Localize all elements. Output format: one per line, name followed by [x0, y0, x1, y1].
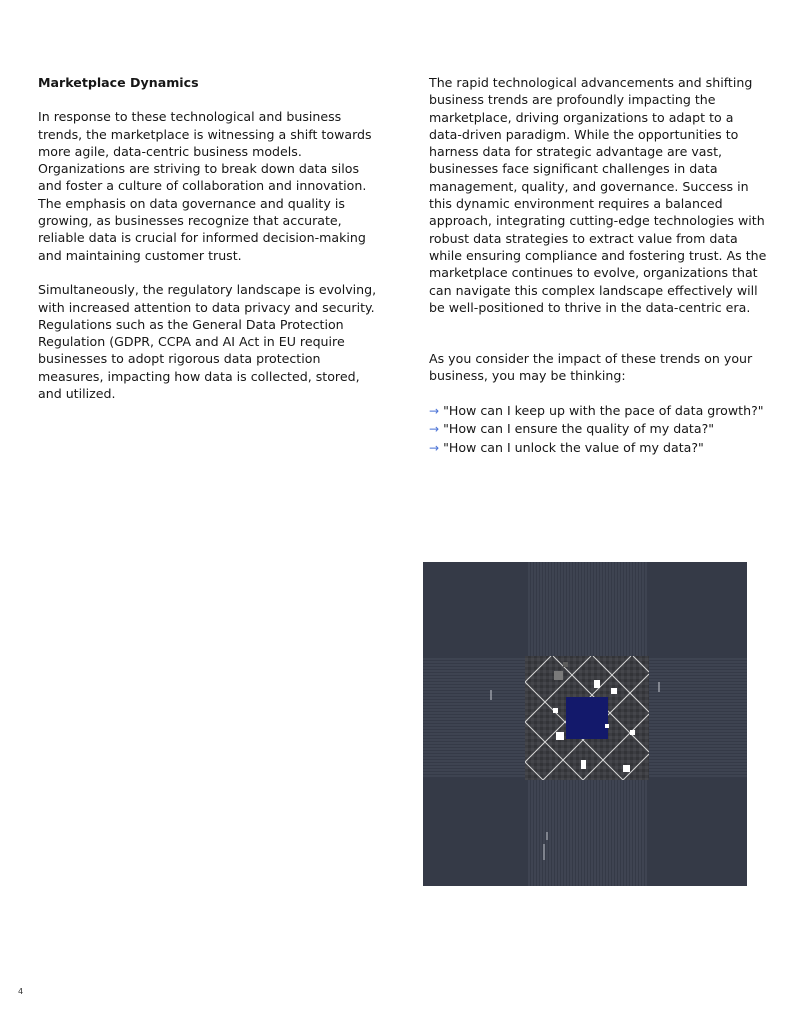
question-list — [429, 402, 769, 457]
right-paragraph-2: As you consider the impact of these trends on your business, you may be thinking: — [429, 351, 753, 384]
list-item — [429, 439, 769, 457]
question-text: "How can I ensure the quality of my data?" — [443, 421, 715, 437]
list-item — [429, 420, 769, 438]
right-column — [429, 74, 769, 457]
list-item — [429, 402, 769, 420]
left-paragraph-2: Simultaneously, the regulatory landscape is evolving, with increased attention to data privacy and security. Regulations such as the General Data Protection Regulation (GDPR, CCPA and AI Act in EU require businesses to adopt rigorous data protection measures, impacting how data is collected, stored, and utilized. — [38, 282, 377, 402]
question-text: "How can I unlock the value of my data?" — [443, 439, 704, 455]
right-paragraph-1: The rapid technological advancements and shifting business trends are profoundly impacting the marketplace, driving organizations to adapt to a data-driven paradigm. While the opportunities to harness data for strategic advantage are vast, businesses face significant challenges in data management, quality, and governance. Success in this dynamic environment requires a balanced approach, integrating cutting-edge technologies with robust data strategies to extract value from data while ensuring compliance and fostering trust. As the marketplace continues to evolve, organizations that can navigate this complex landscape effectively will be well-positioned to thrive in the data-centric era. — [429, 75, 767, 315]
illustration-graphic — [423, 562, 747, 886]
data-grid-illustration — [423, 562, 747, 886]
arrow-right-icon: → — [429, 440, 440, 455]
left-column — [38, 74, 383, 402]
arrow-right-icon: → — [429, 422, 440, 437]
section-heading: Marketplace Dynamics — [38, 75, 199, 90]
arrow-right-icon: → — [429, 404, 440, 419]
page-number: 4 — [18, 987, 24, 996]
left-paragraph-1: In response to these technological and business trends, the marketplace is witnessing a shift towards more agile, data-centric business models. Organizations are striving to break down data silos and foster a culture of collaboration and innovation. The emphasis on data governance and quality is growing, as businesses recognize that accurate, reliable data is crucial for informed decision-making and maintaining customer trust. — [38, 109, 372, 263]
question-text: "How can I keep up with the pace of data growth?" — [443, 403, 764, 419]
